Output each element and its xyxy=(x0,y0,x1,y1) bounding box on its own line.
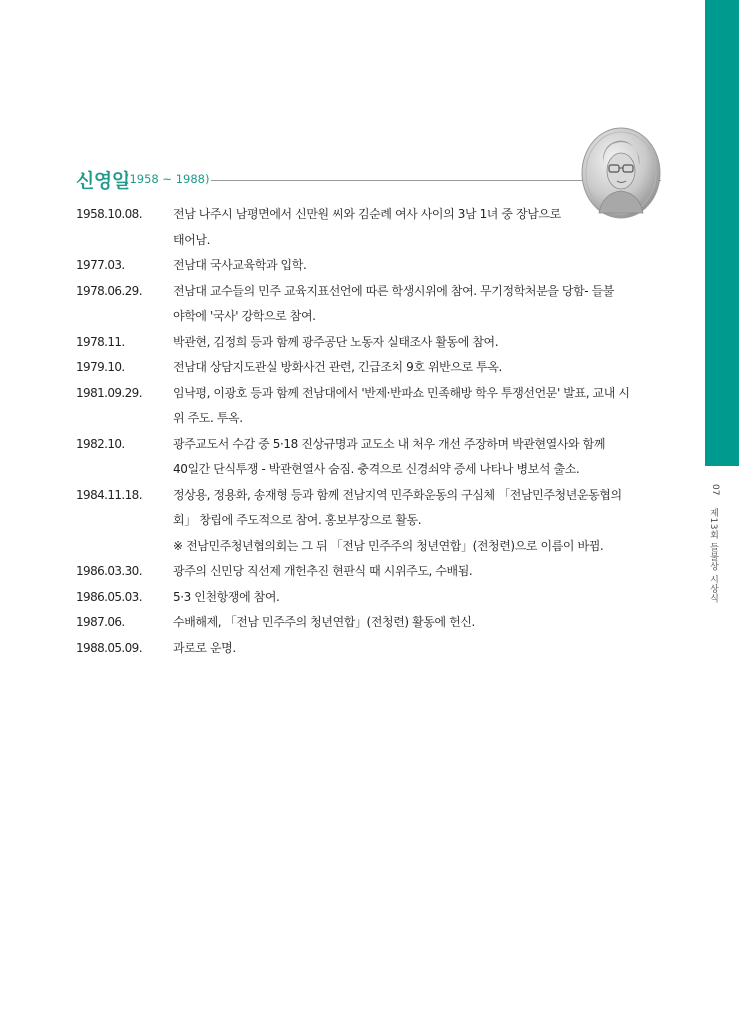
entry-text-line: 전남대 국사교육학과 입학. xyxy=(173,258,307,272)
entry-date: 1986.03.30. xyxy=(76,564,142,578)
timeline-entry xyxy=(76,279,636,330)
entry-text-line: 박관현, 김정희 등과 함께 광주공단 노동자 실태조사 활동에 참여. xyxy=(173,334,499,349)
timeline-entry xyxy=(76,636,636,662)
entry-text-line: 전남대 상담지도관실 방화사건 관련, 긴급조치 9호 위반으로 투옥. xyxy=(173,360,502,374)
running-title: 제13회 들불상 시상식 xyxy=(708,508,718,604)
entry-text-line: 40일간 단식투쟁 - 박관현열사 숨짐. 충격으로 신경쇠약 증세 나타나 병보석 출소. xyxy=(173,462,580,476)
timeline-entry xyxy=(76,483,636,560)
timeline-entry xyxy=(76,585,636,611)
entry-text-line: 광주교도서 수감 중 5·18 진상규명과 교도소 내 처우 개선 주장하며 박관현열사와 함께 xyxy=(173,436,606,451)
entry-date: 1958.10.08. xyxy=(76,207,142,221)
page-number: 07 xyxy=(710,484,720,496)
entry-text-line: 야학에 '국사' 강학으로 참여. xyxy=(173,309,316,323)
entry-text-line: 정상용, 정용화, 송재형 등과 함께 전남지역 민주화운동의 구심체 「전남민주청년운동협의 xyxy=(173,487,622,502)
entry-text xyxy=(173,253,636,279)
entry-date: 1984.11.18. xyxy=(76,487,142,502)
entry-text xyxy=(173,585,636,611)
entry-text-line: 5·3 인천항쟁에 참여. xyxy=(173,589,280,604)
entry-text xyxy=(173,330,636,356)
entry-date: 1987.06. xyxy=(76,615,125,629)
entry-date: 1978.06.29. xyxy=(76,283,142,298)
entry-text xyxy=(173,279,636,330)
timeline-entry xyxy=(76,610,636,636)
entry-text-line: 태어남. xyxy=(173,232,210,247)
life-years: (1958 ~ 1988) xyxy=(125,172,210,186)
timeline-entry xyxy=(76,559,636,585)
entry-text xyxy=(173,432,636,483)
timeline-entry xyxy=(76,253,636,279)
entry-date: 1977.03. xyxy=(76,258,125,272)
entry-date: 1978.11. xyxy=(76,334,125,349)
entry-text-line: 임낙평, 이광호 등과 함께 전남대에서 '반제·반파쇼 민족해방 학우 투쟁선언문' 발표, 교내 시 xyxy=(173,385,630,400)
entry-text xyxy=(173,483,636,560)
person-name: 신영일 xyxy=(76,170,130,192)
entry-text xyxy=(173,559,636,585)
timeline-entry xyxy=(76,432,636,483)
entry-text-line: 위 주도. 투옥. xyxy=(173,411,243,425)
timeline-entry xyxy=(76,202,636,253)
entry-text-line: 광주의 신민당 직선제 개헌추진 현판식 때 시위주도, 수배됨. xyxy=(173,564,473,578)
entry-text xyxy=(173,636,636,662)
entry-text xyxy=(173,610,636,636)
entry-text-line: 전남 나주시 남평면에서 신만원 씨와 김순례 여사 사이의 3남 1녀 중 장남으로 xyxy=(173,207,561,221)
entry-text xyxy=(173,202,636,253)
timeline-entry xyxy=(76,381,636,432)
side-color-bar xyxy=(705,0,739,466)
entry-text-line: 회」 창립에 주도적으로 참여. 홍보부장으로 활동. xyxy=(173,513,422,527)
entry-date: 1988.05.09. xyxy=(76,640,142,655)
entry-date: 1982.10. xyxy=(76,436,125,451)
entry-text xyxy=(173,381,636,432)
biography-timeline xyxy=(76,202,636,661)
entry-date: 1981.09.29. xyxy=(76,385,142,400)
entry-date: 1986.05.03. xyxy=(76,589,142,604)
entry-text-line: 전남대 교수들의 민주 교육지표선언에 따른 학생시위에 참여. 무기정학처분을 당함- 들불 xyxy=(173,283,614,298)
entry-note: ※ 전남민주청년협의회는 그 뒤 「전남 민주주의 청년연합」(전청련)으로 이름이 바뀜. xyxy=(173,538,604,553)
entry-text xyxy=(173,355,636,381)
entry-text-line: 수배해제, 「전남 민주주의 청년연합」(전청련) 활동에 헌신. xyxy=(173,615,475,629)
timeline-entry xyxy=(76,355,636,381)
timeline-entry xyxy=(76,330,636,356)
biography-header xyxy=(76,164,596,194)
entry-date: 1979.10. xyxy=(76,360,125,374)
entry-text-line: 과로로 운명. xyxy=(173,640,236,655)
